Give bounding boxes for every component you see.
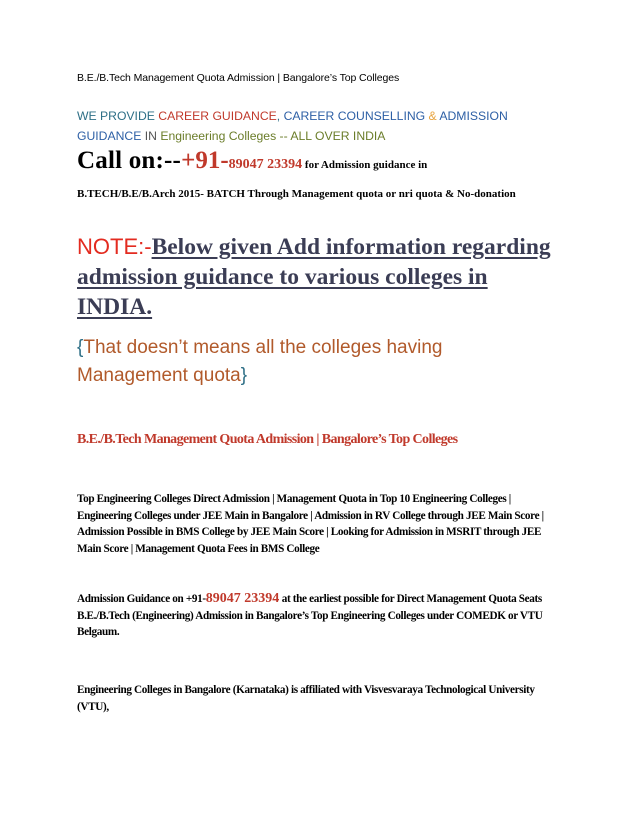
phone-prefix: +91- bbox=[181, 147, 229, 174]
ampersand-text: & bbox=[428, 109, 437, 123]
guidance-prefix: Admission Guidance on +91- bbox=[77, 593, 206, 605]
career-counselling-text: CAREER COUNSELLING bbox=[283, 109, 426, 123]
admission-guidance-text: ADMISSION GUIDANCE bbox=[77, 109, 508, 143]
provide-in-text: IN bbox=[141, 129, 161, 143]
guidance-phone-number[interactable]: 89047 23394 bbox=[205, 591, 280, 606]
disclaimer-open-brace: { bbox=[77, 337, 84, 358]
note-text: Below given Add information regarding admission guidance to various colleges in INDIA. bbox=[77, 234, 551, 320]
page-header-title: B.E./B.Tech Management Quota Admission | Bangalore’s Top Colleges bbox=[77, 72, 400, 84]
call-on-line bbox=[77, 147, 557, 174]
guidance-suffix: at the earliest possible for Direct Management Quota Seats B.E./B.Tech (Engineering) Admission in Bangalore’s Top Engineering Colleges under COMEDK or VTU Belgaum. bbox=[77, 593, 543, 638]
call-on-label: Call on:-- bbox=[77, 147, 182, 174]
provide-prefix: WE PROVIDE bbox=[77, 109, 159, 123]
call-on-details: B.TECH/B.E/B.Arch 2015- BATCH Through Management quota or nri quota & No-donation bbox=[77, 188, 516, 200]
disclaimer-text: That doesn’t means all the colleges having Management quota bbox=[77, 337, 443, 386]
engineering-colleges-text: Engineering Colleges -- ALL OVER INDIA bbox=[160, 129, 386, 143]
provide-comma: , bbox=[276, 109, 284, 123]
keywords-paragraph: Top Engineering Colleges Direct Admission | Management Quota in Top 10 Engineering Colleges | Engineering Colleges under JEE Main in Bangalore | Admission in RV College through JEE Main Score | Admission Possible in BMS College by JEE Main Score | Looking for Admission in MSRIT through JEE Main Score | Management Quota Fees in BMS College bbox=[77, 493, 544, 555]
phone-number[interactable]: 89047 23394 bbox=[228, 157, 303, 172]
note-label: NOTE:- bbox=[77, 234, 152, 259]
note-heading bbox=[77, 232, 557, 322]
disclaimer-close-brace: } bbox=[240, 365, 248, 386]
vtu-paragraph: Engineering Colleges in Bangalore (Karnataka) is affiliated with Visvesvaraya Technological University (VTU), bbox=[77, 684, 535, 713]
call-on-suffix: for Admission guidance in bbox=[302, 159, 428, 171]
section-heading: B.E./B.Tech Management Quota Admission | Bangalore’s Top Colleges bbox=[77, 432, 458, 447]
admission-guidance-paragraph bbox=[77, 591, 552, 641]
career-guidance-text: CAREER GUIDANCE bbox=[158, 109, 277, 123]
services-statement bbox=[77, 106, 547, 146]
disclaimer bbox=[77, 334, 547, 390]
